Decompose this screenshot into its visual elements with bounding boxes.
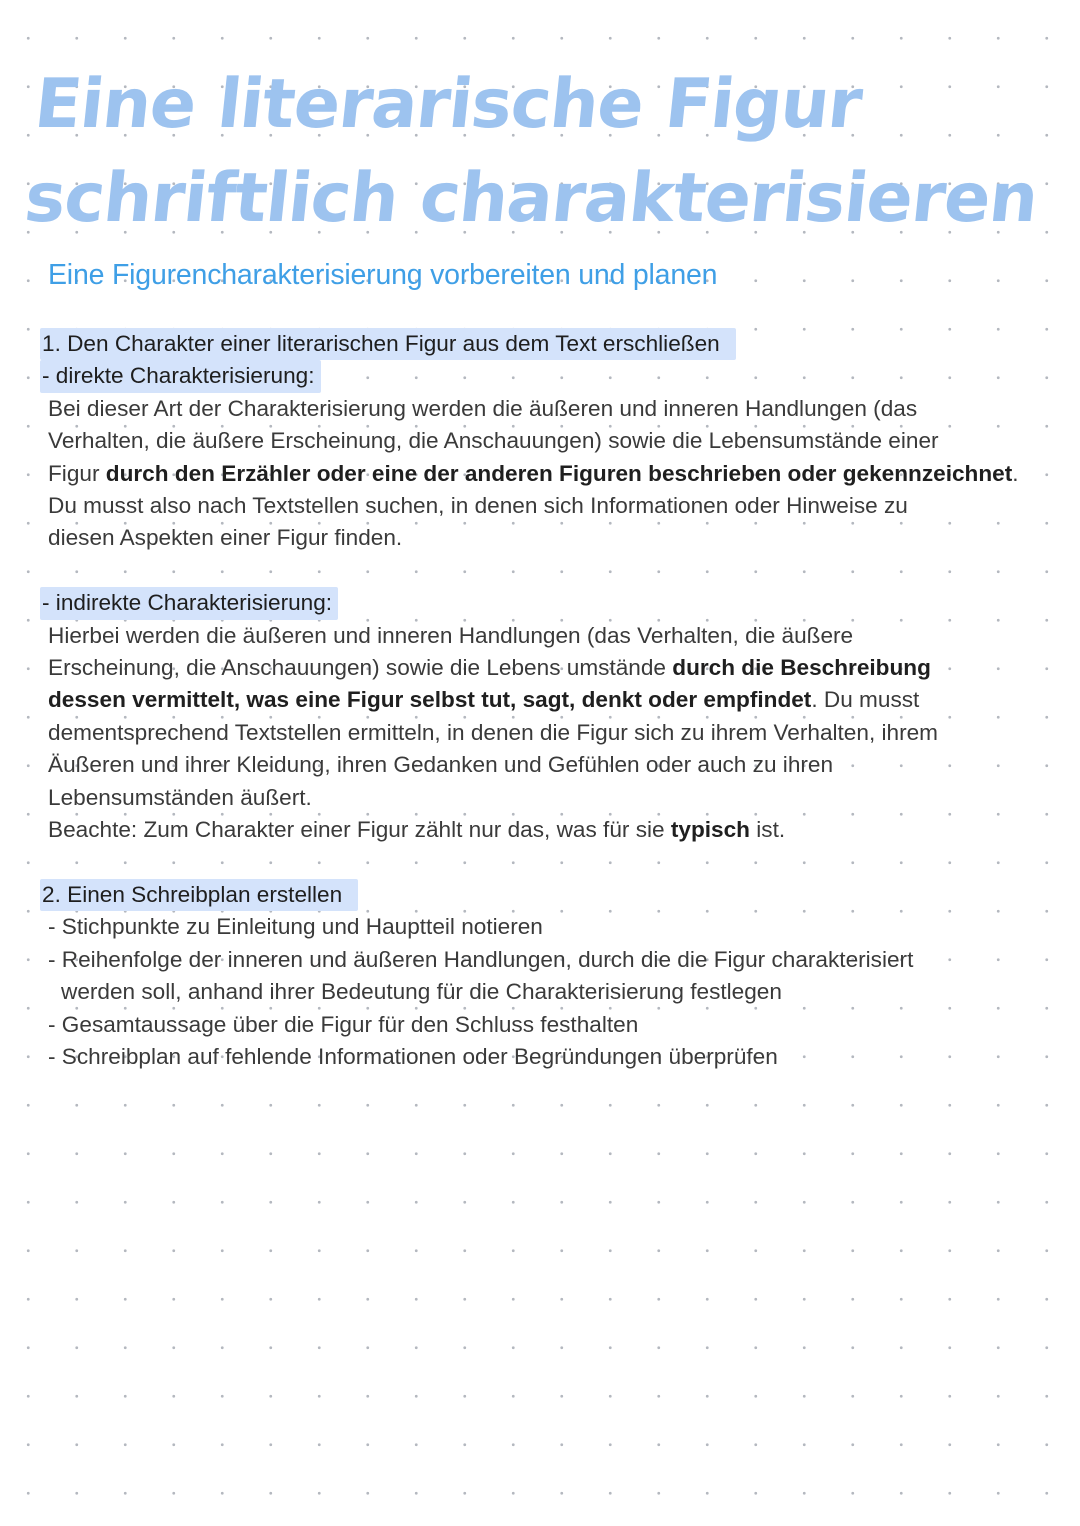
direct-text-line: diesen Aspekten einer Figur finden.	[48, 525, 403, 551]
list-item-continuation: werden soll, anhand ihrer Bedeutung für die Charakterisierung festlegen	[61, 979, 782, 1005]
indirect-characterization-label: - indirekte Charakterisierung:	[40, 587, 338, 619]
direct-text-prefix: Figur	[48, 460, 106, 486]
spacer	[48, 846, 1038, 878]
indirect-text-line: Hierbei werden die äußeren und inneren Handlungen (das Verhalten, die äußere	[48, 622, 854, 648]
direct-text-bold: durch den Erzähler oder eine der anderen Figuren beschrieben oder gekennzeichnet	[105, 460, 1013, 486]
indirect-text-bold: durch die Beschreibung	[672, 655, 931, 681]
direct-characterization-label: - direkte Charakterisierung:	[40, 360, 321, 392]
indirect-text-line	[48, 652, 1038, 684]
indirect-label-line	[42, 587, 1038, 619]
section-2-heading: 2. Einen Schreibplan erstellen	[40, 879, 358, 911]
list-item: - Reihenfolge der inneren und äußeren Handlungen, durch die die Figur charakterisiert	[48, 946, 914, 972]
direct-text-suffix: .	[1012, 460, 1019, 486]
section-2-heading-line	[42, 879, 1038, 911]
note-bold: typisch	[670, 817, 750, 843]
direct-label-line	[42, 360, 1038, 392]
spacer	[48, 555, 1038, 587]
indirect-text-line: Lebensumständen äußert.	[48, 784, 312, 810]
direct-text-line: Du musst also nach Textstellen suchen, in denen sich Informationen oder Hinweise zu	[48, 493, 908, 519]
list-item: - Gesamtaussage über die Figur für den Schluss festhalten	[48, 1011, 639, 1037]
note-line	[48, 814, 1038, 846]
notes-content	[42, 328, 1038, 1073]
indirect-text-line: Äußeren und ihrer Kleidung, ihren Gedanken und Gefühlen oder auch zu ihren	[48, 752, 834, 778]
list-item: - Schreibplan auf fehlende Informationen oder Begründungen überprüfen	[48, 1043, 778, 1069]
page-title: Eine literarische Figur schriftlich charakterisieren	[21, 65, 1042, 238]
indirect-text-prefix: Erscheinung, die Anschauungen) sowie die Lebens umstände	[48, 655, 673, 681]
page-subtitle: Eine Figurencharakterisierung vorbereiten und planen	[48, 259, 718, 291]
direct-text-line	[48, 458, 1038, 490]
direct-text-line: Verhalten, die äußere Erscheinung, die Anschauungen) sowie die Lebensumstände einer	[48, 428, 939, 454]
indirect-text-line: dementsprechend Textstellen ermitteln, in denen die Figur sich zu ihrem Verhalten, ihrem	[48, 719, 938, 745]
indirect-text-suffix: . Du musst	[811, 687, 920, 713]
indirect-text-line	[48, 684, 1038, 716]
section-1-heading-line	[42, 328, 1038, 360]
note-suffix: ist.	[749, 817, 786, 843]
direct-text-line: Bei dieser Art der Charakterisierung werden die äußeren und inneren Handlungen (das	[48, 395, 918, 421]
note-prefix: Beachte: Zum Charakter einer Figur zählt nur das, was für sie	[48, 817, 671, 843]
section-1-heading: 1. Den Charakter einer literarischen Figur aus dem Text erschließen	[40, 328, 736, 360]
list-item: - Stichpunkte zu Einleitung und Hauptteil notieren	[48, 914, 543, 940]
indirect-text-bold: dessen vermittelt, was eine Figur selbst tut, sagt, denkt oder empfindet	[48, 687, 812, 713]
